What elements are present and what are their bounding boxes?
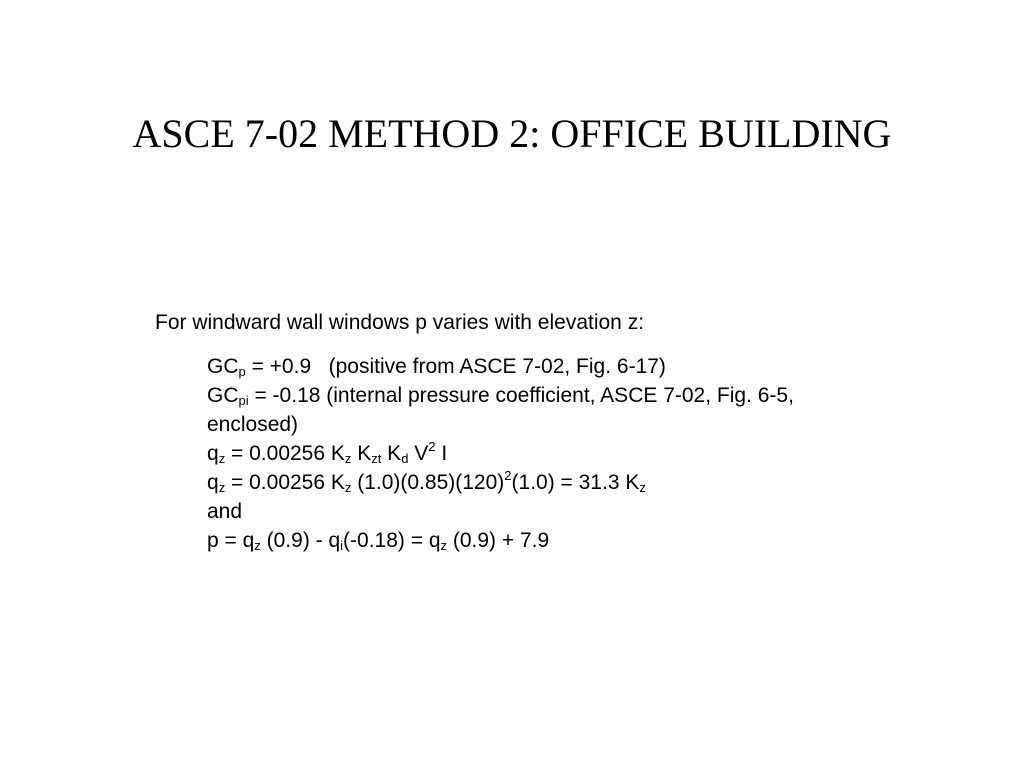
qz-formula-text-3: K (381, 442, 402, 465)
gcpi-line (207, 381, 955, 410)
p-eq-text-4: (0.9) + 7.9 (447, 529, 550, 552)
kzt-subscript: zt (371, 451, 382, 466)
p-eq-qi-subscript: i (340, 538, 344, 553)
qz-formula-text-4: V (408, 442, 429, 465)
kz-subscript: z (344, 451, 352, 466)
intro-text: For windward wall windows p varies with elevation z: (155, 311, 645, 334)
qz-formula-q: q (207, 442, 219, 465)
qz-formula-text-1: = 0.00256 K (225, 442, 345, 465)
pressure-equation-line (207, 526, 955, 555)
v-superscript: 2 (428, 439, 436, 454)
slide-body (155, 308, 955, 555)
qz-value-kz-subscript-2: z (639, 480, 646, 495)
equation-block (207, 352, 955, 555)
qz-value-kz-subscript: z (344, 480, 352, 495)
p-eq-qz-subscript: z (254, 538, 261, 553)
gcpi-continuation: enclosed) (207, 413, 299, 436)
slide-title: ASCE 7-02 METHOD 2: OFFICE BUILDING (132, 111, 892, 156)
gcpi-base: GC (207, 384, 239, 407)
p-eq-text-2: (0.9) - q (260, 529, 341, 552)
gcp-base: GC (207, 355, 239, 378)
p-eq-qz-subscript-2: z (440, 538, 448, 553)
qz-value-superscript: 2 (504, 468, 512, 483)
qz-formula-line (207, 439, 955, 468)
qz-value-q-subscript: z (218, 480, 226, 495)
qz-formula-q-subscript: z (218, 451, 226, 466)
qz-value-q: q (207, 471, 219, 494)
gcp-text: = +0.9 (positive from ASCE 7-02, Fig. 6-17) (245, 355, 666, 378)
qz-formula-text-5: I (435, 442, 448, 465)
qz-value-text-1: = 0.00256 K (225, 471, 345, 494)
qz-value-text-2: (1.0)(0.85)(120) (351, 471, 505, 494)
gcpi-subscript: pi (238, 393, 249, 408)
p-eq-text-1: p = q (207, 529, 255, 552)
gcp-subscript: p (238, 364, 246, 379)
qz-formula-text-2: K (351, 442, 372, 465)
p-eq-text-3: (-0.18) = q (343, 529, 441, 552)
gcpi-text: = -0.18 (internal pressure coefficient, ASCE 7-02, Fig. 6-5, (248, 384, 794, 407)
and-line: and (207, 500, 243, 523)
kd-subscript: d (401, 451, 409, 466)
qz-value-line (207, 468, 955, 497)
gcp-line (207, 352, 955, 381)
qz-value-text-3: (1.0) = 31.3 K (511, 471, 640, 494)
